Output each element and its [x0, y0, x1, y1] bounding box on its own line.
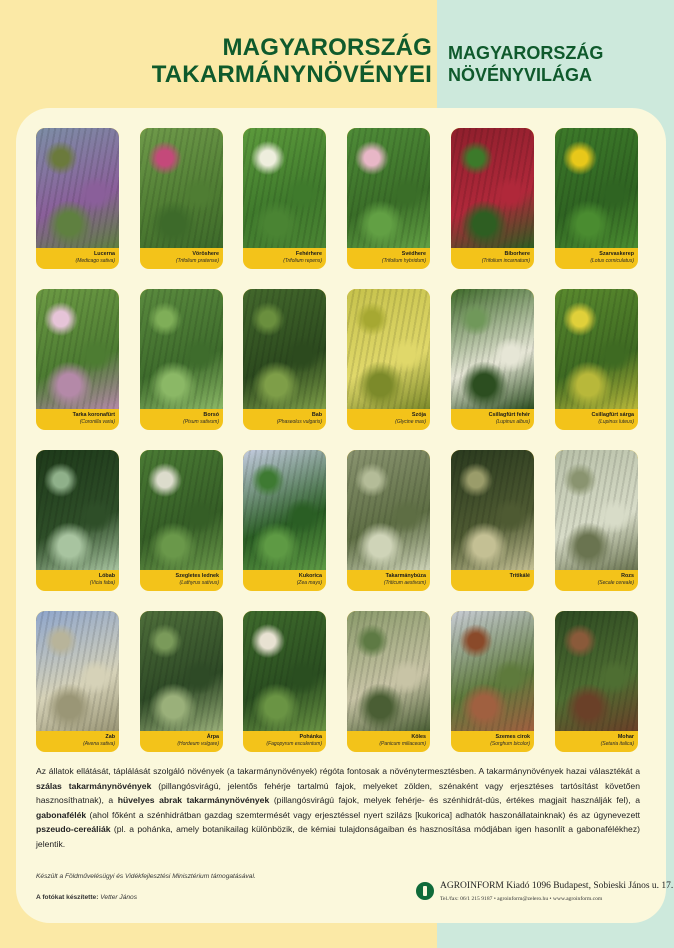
plant-name: Csillagfürt fehér — [488, 412, 530, 418]
plant-caption — [243, 409, 326, 430]
plant-caption — [451, 570, 534, 591]
plant-caption — [347, 409, 430, 430]
description-emphasis: szálas takarmánynövények — [36, 780, 152, 791]
plant-name: Lucerna — [94, 251, 115, 257]
plant-caption — [555, 731, 638, 752]
plant-name: Szegletes lednek — [175, 573, 219, 579]
plant-latin-name: (Setaria italica) — [600, 741, 634, 747]
plant-photo — [36, 128, 119, 248]
plant-caption — [140, 731, 223, 752]
plant-caption — [36, 248, 119, 269]
plant-name: Borsó — [203, 412, 219, 418]
plant-photo — [140, 611, 223, 731]
plant-caption — [555, 248, 638, 269]
plant-caption — [451, 731, 534, 752]
plant-photo — [36, 289, 119, 409]
plant-photo — [36, 450, 119, 570]
plant-name: Rozs — [621, 573, 634, 579]
plant-caption — [555, 409, 638, 430]
plant-latin-name: (Lathyrus sativus) — [179, 580, 219, 586]
plant-caption — [36, 570, 119, 591]
description-text — [36, 764, 640, 852]
plant-latin-name: (Phaseolus vulgaris) — [276, 419, 322, 425]
plant-card — [555, 450, 638, 591]
photographer-credit — [36, 894, 137, 901]
plant-photo — [451, 289, 534, 409]
plant-photo — [555, 128, 638, 248]
support-credit: Készült a Földművelésügyi és Vidékfejlesztési Minisztérium támogatásával. — [36, 873, 256, 880]
main-title-line-2: TAKARMÁNYNÖVÉNYEI — [151, 61, 432, 88]
description-segment: (pillangósvirágú fajok, melyek fehérje- és szénhidrát-dús, értékes magjait használják fel), a — [269, 795, 641, 806]
plant-caption — [36, 731, 119, 752]
plant-photo — [36, 611, 119, 731]
plant-latin-name: (Coronilla varia) — [79, 419, 115, 425]
plant-card — [243, 450, 326, 591]
plant-name: Tritikálé — [509, 573, 530, 579]
plant-photo — [243, 128, 326, 248]
plant-card — [243, 128, 326, 269]
plant-photo — [347, 128, 430, 248]
plant-caption — [140, 570, 223, 591]
plant-name: Szemes cirok — [495, 734, 530, 740]
description-segment: (pl. a pohánka, amely botanikailag különbözik, de kémiai tulajdonságaiban és hasznosítása módjában igen hasonlít a gabonafélékhez) jelentik. — [36, 824, 640, 849]
plant-card — [140, 450, 223, 591]
publisher-name: AGROINFORM Kiadó 1096 Budapest, Sobieski János u. 17. — [440, 881, 674, 891]
plant-latin-name: (Lupinus albus) — [495, 419, 530, 425]
plant-caption — [451, 409, 534, 430]
plant-latin-name: (Lupinus luteus) — [598, 419, 634, 425]
plant-caption — [451, 248, 534, 269]
plant-card — [140, 611, 223, 752]
plant-caption — [140, 248, 223, 269]
plant-caption — [36, 409, 119, 430]
plant-photo — [555, 289, 638, 409]
plant-name: Fehérhere — [295, 251, 322, 257]
plant-name: Tarka koronafürt — [72, 412, 115, 418]
plant-card — [36, 611, 119, 752]
plant-name: Bíborhere — [504, 251, 530, 257]
main-title-line-1: MAGYARORSZÁG — [222, 34, 432, 61]
plant-card — [451, 128, 534, 269]
plant-latin-name: (Zea mays) — [296, 580, 322, 586]
plant-name: Takarmánybúza — [385, 573, 426, 579]
plant-card — [347, 128, 430, 269]
plant-name: Árpa — [206, 734, 219, 740]
plant-latin-name: (Trifolium pratense) — [176, 258, 219, 264]
plant-card — [347, 611, 430, 752]
plant-photo — [243, 450, 326, 570]
plant-name: Svédhere — [401, 251, 426, 257]
plant-photo — [140, 450, 223, 570]
plant-name: Szarvaskerep — [599, 251, 634, 257]
plant-card — [36, 289, 119, 430]
plant-card — [451, 611, 534, 752]
plant-caption — [347, 570, 430, 591]
plant-latin-name: (Avena sativa) — [83, 741, 115, 747]
plant-caption — [243, 570, 326, 591]
plant-photo — [451, 611, 534, 731]
plant-card — [347, 289, 430, 430]
plant-name: Csillagfürt sárga — [591, 412, 634, 418]
plant-card — [555, 128, 638, 269]
series-title-line-1: MAGYARORSZÁG — [448, 43, 604, 63]
plant-photo — [243, 289, 326, 409]
plant-caption — [555, 570, 638, 591]
plant-latin-name: (Medicago sativa) — [75, 258, 115, 264]
plant-name: Vöröshere — [192, 251, 219, 257]
plant-latin-name: (Fagopyrum esculentum) — [266, 741, 322, 747]
plant-card — [347, 450, 430, 591]
plant-photo — [555, 611, 638, 731]
plant-name: Zab — [105, 734, 115, 740]
plant-caption — [347, 731, 430, 752]
publisher-block — [416, 880, 674, 906]
plant-latin-name: (Pisum sativum) — [183, 419, 219, 425]
plant-photo — [451, 450, 534, 570]
plant-name: Pohánka — [299, 734, 322, 740]
plant-latin-name: (Trifolium incarnatum) — [481, 258, 530, 264]
description-emphasis: pszeudo-cereáliák — [36, 824, 111, 835]
plant-caption — [347, 248, 430, 269]
plant-latin-name: (Sorghum bicolor) — [490, 741, 530, 747]
plant-name: Bab — [311, 412, 322, 418]
description-emphasis: hüvelyes abrak takarmánynövények — [117, 795, 270, 806]
plant-card — [555, 611, 638, 752]
description-segment: Az állatok ellátását, táplálását szolgáló növények (a takarmánynövények) régóta fontosak a növénytermesztésben. A takarmánynövények hazai választékát a — [36, 766, 640, 776]
plant-card — [36, 450, 119, 591]
plant-name: Köles — [411, 734, 426, 740]
plant-card — [451, 450, 534, 591]
plant-name: Szója — [411, 412, 426, 418]
plant-photo — [243, 611, 326, 731]
plant-photo — [347, 450, 430, 570]
plant-latin-name: (Triticum aestivum) — [383, 580, 426, 586]
plant-photo — [347, 611, 430, 731]
plant-caption — [140, 409, 223, 430]
plant-card — [451, 289, 534, 430]
series-title — [448, 42, 668, 86]
plant-caption — [243, 248, 326, 269]
plant-photo — [451, 128, 534, 248]
plant-latin-name: (Vicia faba) — [89, 580, 115, 586]
plant-photo — [140, 128, 223, 248]
series-title-line-2: NÖVÉNYVILÁGA — [448, 65, 593, 85]
plant-card — [140, 289, 223, 430]
plant-latin-name: (Glycine max) — [395, 419, 426, 425]
plant-name: Mohar — [617, 734, 634, 740]
plant-latin-name: (Trifolium hybridum) — [381, 258, 426, 264]
photographer-label: A fotókat készítette: — [36, 894, 99, 901]
plant-name: Lóbab — [98, 573, 115, 579]
plant-card — [243, 611, 326, 752]
plant-latin-name: (Hordeum vulgare) — [177, 741, 219, 747]
photographer-name: Vetter János — [100, 894, 138, 901]
plant-photo — [140, 289, 223, 409]
plant-card — [36, 128, 119, 269]
description-segment: (pillangósvirágú, jelentős fehérje tartalmú fajok, melyeket zölden, szénaként vagy erjesztéses tartósítást követően hasznosíthatnak), a — [36, 780, 640, 806]
plant-latin-name: (Secale cereale) — [597, 580, 634, 586]
plant-photo — [555, 450, 638, 570]
plant-latin-name: (Panicum miliaceum) — [379, 741, 426, 747]
plant-photo — [347, 289, 430, 409]
agroinform-logo-icon — [416, 882, 434, 900]
description-segment: (ahol főként a szénhidrátban gazdag szemtermését vagy erjesztéssel nyert szilázs [kukorica] adhatók haszonállatainknak) és az úgynevezett — [86, 809, 640, 820]
plant-card — [140, 128, 223, 269]
main-title — [96, 34, 432, 88]
publisher-contact: Tel./fax: 06/1 215 9187 • agroinform@zelero.hu • www.agroinform.com — [440, 896, 603, 902]
plant-latin-name: (Lotus corniculatus) — [590, 258, 634, 264]
plant-caption — [243, 731, 326, 752]
plant-latin-name: (Trifolium repens) — [283, 258, 322, 264]
plant-name: Kukorica — [298, 573, 322, 579]
description-emphasis: gabonafélék — [36, 809, 87, 820]
plant-card — [555, 289, 638, 430]
plant-card — [243, 289, 326, 430]
